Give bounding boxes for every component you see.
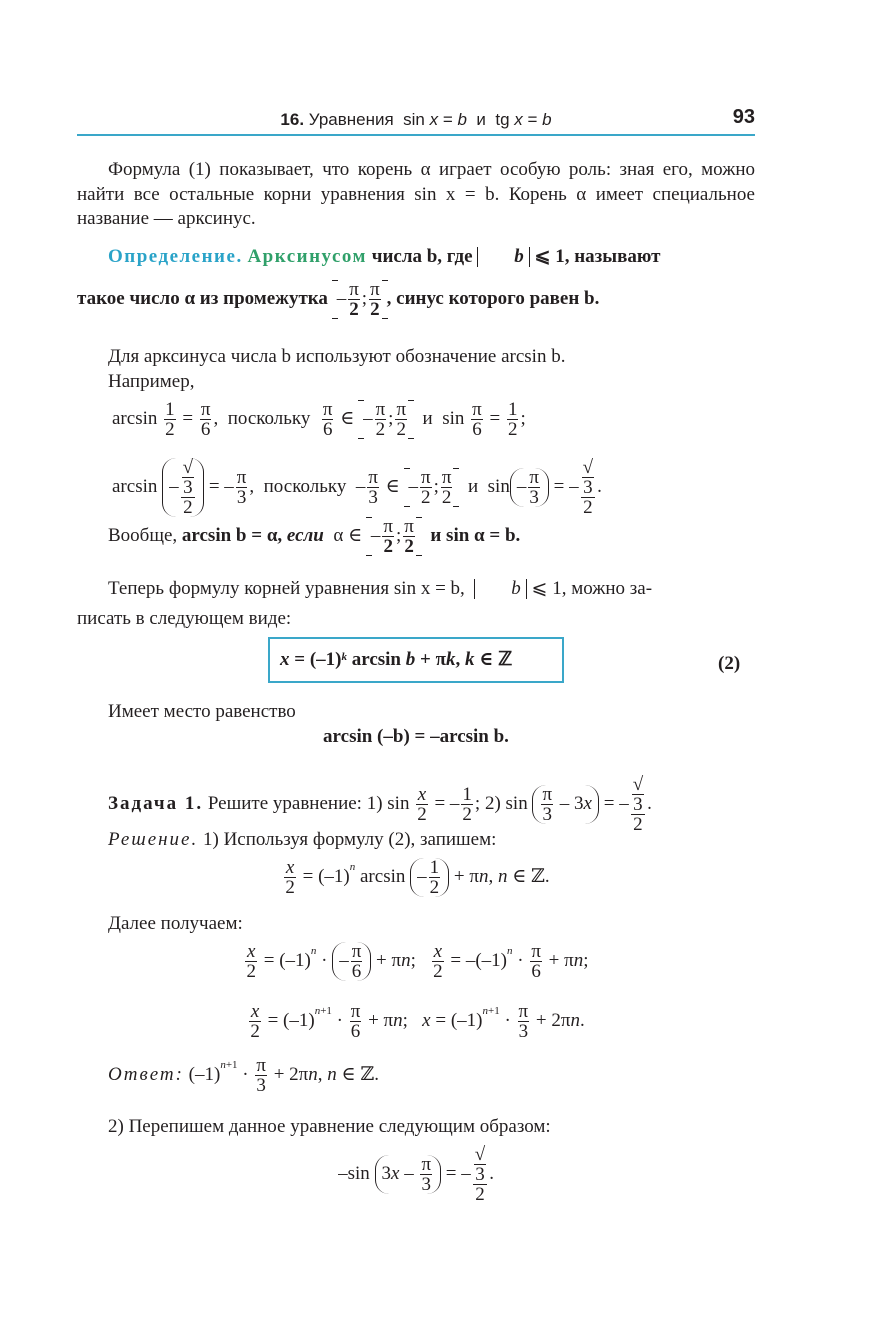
definition-text-3: , синус которого равен b. bbox=[386, 287, 600, 309]
part-2-lead: 2) Перепишем данное уравнение следующим образом: bbox=[108, 1116, 551, 1137]
example-1: arcsin $\frac{1}{2}$ = $\frac{\pi}{6}$ , поскольку $\frac{\pi}{6}$ ∈ – $\frac{\pi}{2}$ ; $\frac{\pi}{2}$ и sin $\frac{\pi}{6}$ = $\frac{1}{2}$ ; bbox=[112, 399, 526, 440]
example-2: arcsin – √ 3 2 = – $\frac{\pi}{3}$ , поскольку – $\frac{\pi}{3}$ ∈ – $\frac{\pi}{2}$ ; $\frac{\pi}{2}$ и sin – $\frac{\pi}{3}$ = – √ 3 2 . bbox=[112, 457, 602, 518]
page-number: 93 bbox=[732, 106, 755, 128]
paragraph-notation: Для арксинуса числа b используют обозначение arcsin b. bbox=[108, 346, 566, 367]
definition-label: Определение. bbox=[108, 246, 243, 267]
answer: Ответ: $(-1)^{n+1}$ · $\frac{\pi}{3}$ + 2πn, n ∈ ℤ. bbox=[108, 1055, 379, 1096]
equality-formula: arcsin (–b) = –arcsin b. bbox=[323, 726, 509, 747]
paragraph-intro: Формула (1) показывает, что корень α играет особую роль: зная его, можно найти все остальные корни уравнения sin x = b. Корень α имеет специальное название — арксинус. bbox=[77, 159, 755, 229]
definition-cond: ⩽ 1, называют bbox=[534, 246, 661, 267]
example-lead: Например, bbox=[108, 371, 195, 392]
running-title: 16. Уравнения sin x = b и tg x = b bbox=[280, 110, 552, 129]
part-2-formula: –sin 3x – $\frac{\pi}{3}$ = – √ 3 2 . bbox=[338, 1144, 494, 1205]
general-statement: Вообще, arcsin b = α, если α ∈ – $\frac{\pi}{2}$ ; $\frac{\pi}{2}$ и sin α = b. bbox=[108, 516, 521, 557]
paragraph-now: Теперь формулу корней уравнения sin x = b, b ⩽ 1, можно за- писать в следующем виде: bbox=[77, 578, 653, 629]
solution-lead: Решение. 1) Используя формулу (2), запишем: bbox=[108, 829, 497, 850]
section-title: Уравнения bbox=[308, 110, 394, 129]
abs-b: b bbox=[477, 247, 530, 267]
definition-text-2: такое число α из промежутка bbox=[77, 287, 328, 309]
section-number: 16. bbox=[280, 110, 305, 129]
boxed-formula: $x = (-1)^k$ arcsin b + πk, k ∈ ℤ bbox=[280, 649, 513, 670]
page-header bbox=[77, 106, 755, 134]
solution-formula-2: $\frac{x}{2}$ = $(-1)^n$ · – $\frac{\pi}{6}$ + πn; $\frac{x}{2}$ = $-(-1)^n$ · $\frac{\pi}{6}$ + πn; bbox=[246, 941, 589, 982]
header-rule bbox=[77, 134, 755, 136]
definition-text-1: числа b, где bbox=[371, 246, 473, 267]
solution-formula-3: $\frac{x}{2}$ = $(-1)^{n+1}$ · $\frac{\pi}{6}$ + πn; $x = (-1)^{n+1}$ · $\frac{\pi}{3}$ + 2πn. bbox=[250, 1001, 585, 1042]
task-1: Задача 1. Решите уравнение: 1) sin $\frac{x}{2}$ = – $\frac{1}{2}$ ; 2) sin $\frac{\pi}{3}$ – 3x = – √ 3 2 . bbox=[108, 774, 652, 835]
interval-bracket: – $\frac{\pi}{2}$ ; $\frac{\pi}{2}$ bbox=[333, 280, 387, 319]
equation-number: (2) bbox=[718, 653, 741, 674]
solution-formula-1: $\frac{x}{2}$ = $(-1)^n$ arcsin – $\frac{1}{2}$ + πn, n ∈ ℤ. bbox=[285, 857, 550, 898]
equality-lead: Имеет место равенство bbox=[108, 701, 296, 722]
definition bbox=[77, 245, 757, 319]
further-lead: Далее получаем: bbox=[108, 913, 243, 934]
definition-term: Арксинусом bbox=[247, 246, 367, 267]
